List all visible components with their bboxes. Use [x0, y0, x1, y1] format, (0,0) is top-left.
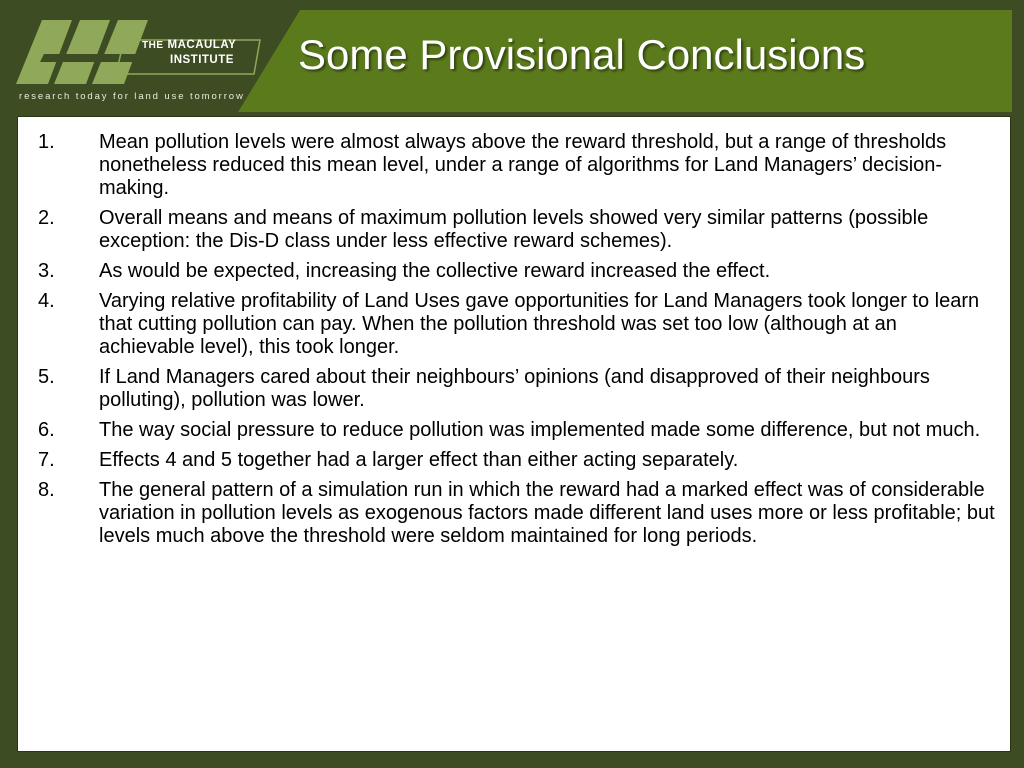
item-text: The way social pressure to reduce pollution was implemented made some difference, but not much.	[99, 419, 981, 441]
list-item	[38, 449, 996, 472]
logo-name	[142, 38, 236, 67]
list-item	[38, 207, 996, 253]
list-item	[38, 419, 996, 442]
item-number: 8.	[38, 479, 55, 501]
list-item	[38, 131, 996, 200]
item-text: Mean pollution levels were almost always above the reward threshold, but a range of thresholds nonetheless reduced this mean level, under a range of algorithms for Land Managers’ decision-making.	[99, 131, 947, 199]
list-item	[38, 260, 996, 283]
conclusions-list	[38, 131, 996, 555]
item-number: 1.	[38, 131, 55, 153]
item-number: 3.	[38, 260, 55, 282]
macaulay-institute-logo	[14, 14, 264, 106]
item-text: Effects 4 and 5 together had a larger effect than either acting separately.	[99, 449, 739, 471]
logo-tagline: research today for land use tomorrow	[19, 91, 245, 102]
list-item	[38, 479, 996, 548]
slide-title: Some Provisional Conclusions	[298, 31, 866, 78]
logo-line2: INSTITUTE	[170, 54, 234, 66]
list-item	[38, 366, 996, 412]
item-text: Varying relative profitability of Land Uses gave opportunities for Land Managers took longer to learn that cutting pollution can pay. When the pollution threshold was set too low (although at an achievable level), this took longer.	[99, 290, 980, 358]
item-text: The general pattern of a simulation run in which the reward had a marked effect was of considerable variation in pollution levels as exogenous factors made different land uses more or less profitable; but levels much above the threshold were seldom maintained for long periods.	[99, 479, 995, 547]
list-item	[38, 290, 996, 359]
item-number: 6.	[38, 419, 55, 441]
item-text: As would be expected, increasing the collective reward increased the effect.	[99, 260, 771, 282]
item-text: Overall means and means of maximum pollution levels showed very similar patterns (possible exception: the Dis-D class under less effective reward schemes).	[99, 207, 929, 252]
item-number: 2.	[38, 207, 55, 229]
logo-line1: MACAULAY	[167, 39, 237, 51]
content-panel	[17, 116, 1011, 752]
logo-the: THE	[142, 40, 164, 51]
header-band	[0, 0, 1024, 112]
item-number: 7.	[38, 449, 55, 471]
item-number: 4.	[38, 290, 55, 312]
item-number: 5.	[38, 366, 55, 388]
item-text: If Land Managers cared about their neighbours’ opinions (and disapproved of their neighbours polluting), pollution was lower.	[99, 366, 930, 411]
